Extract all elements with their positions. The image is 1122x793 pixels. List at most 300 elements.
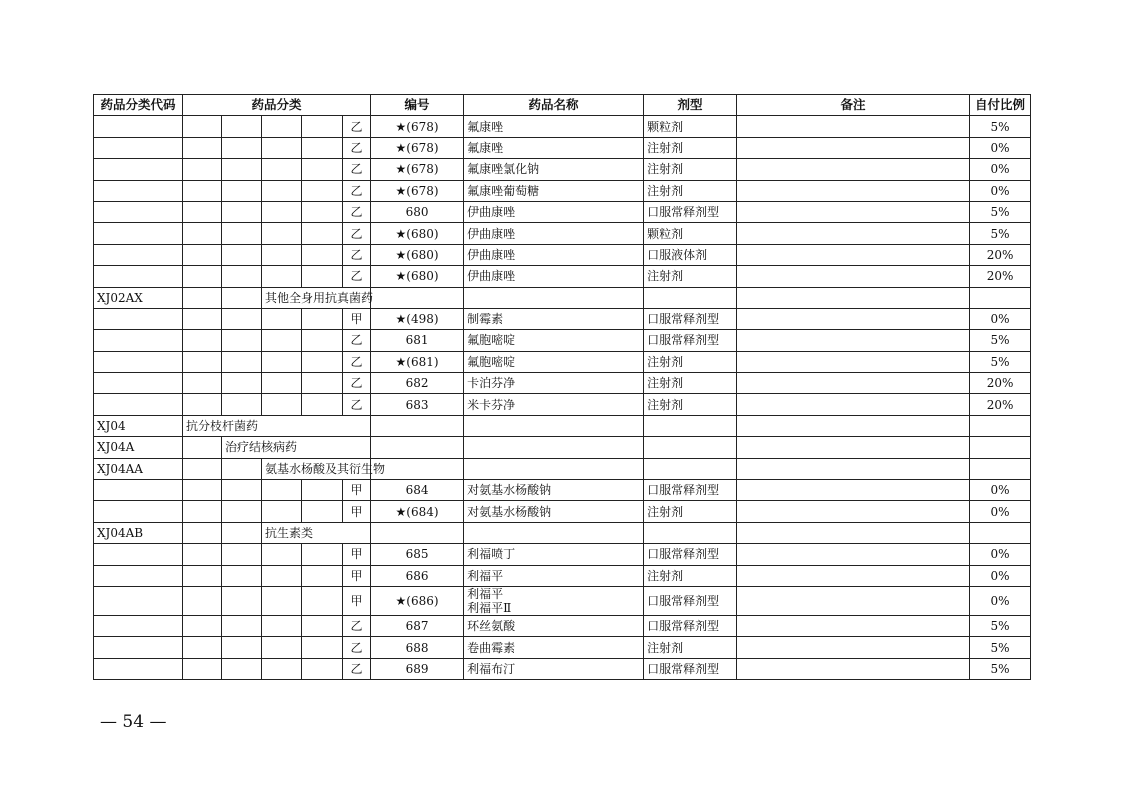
drug-name: 伊曲康唑 xyxy=(464,244,644,265)
remarks-cell xyxy=(737,266,970,287)
drug-form: 颗粒剂 xyxy=(644,116,737,137)
drug-name: 利福平 xyxy=(467,586,504,601)
drug-name: 伊曲康唑 xyxy=(464,266,644,287)
empty-class-cell xyxy=(262,637,302,658)
empty-class-cell xyxy=(222,244,262,265)
remarks-cell xyxy=(737,287,970,308)
drug-name: 利福平 xyxy=(464,565,644,586)
empty-class-cell xyxy=(302,480,343,501)
header-ratio: 自付比例 xyxy=(970,95,1031,116)
empty-form-cell xyxy=(644,415,737,436)
drug-form: 口服常释剂型 xyxy=(644,544,737,565)
table-body xyxy=(94,116,1031,680)
drug-form: 注射剂 xyxy=(644,137,737,158)
remarks-cell xyxy=(737,658,970,679)
empty-class-cell xyxy=(262,308,302,329)
drug-number: ★(680) xyxy=(371,223,464,244)
empty-class-cell xyxy=(183,394,222,415)
empty-name-cell xyxy=(464,287,644,308)
header-remarks: 备注 xyxy=(737,95,970,116)
empty-class-cell xyxy=(302,116,343,137)
drug-form: 注射剂 xyxy=(644,351,737,372)
drug-form: 颗粒剂 xyxy=(644,223,737,244)
empty-class-cell xyxy=(302,615,343,636)
empty-class-cell xyxy=(262,373,302,394)
empty-class-cell xyxy=(302,201,343,222)
empty-code-cell xyxy=(94,201,183,222)
class-code: XJ04A xyxy=(94,437,183,458)
drug-grade: 乙 xyxy=(343,330,371,351)
drug-form: 口服常释剂型 xyxy=(644,308,737,329)
empty-class-cell xyxy=(262,351,302,372)
empty-class-cell xyxy=(222,373,262,394)
remarks-cell xyxy=(737,544,970,565)
empty-class-cell xyxy=(222,394,262,415)
header-number: 编号 xyxy=(371,95,464,116)
empty-class-cell xyxy=(222,330,262,351)
drug-grade: 乙 xyxy=(343,137,371,158)
empty-class-cell xyxy=(222,159,262,180)
empty-cell xyxy=(222,522,262,543)
drug-grade: 乙 xyxy=(343,351,371,372)
drug-row xyxy=(94,223,1031,244)
drug-row xyxy=(94,351,1031,372)
drug-form: 注射剂 xyxy=(644,266,737,287)
drug-name: 氟康唑葡萄糖 xyxy=(464,180,644,201)
drug-form: 口服常释剂型 xyxy=(644,658,737,679)
empty-class-cell xyxy=(302,565,343,586)
empty-code-cell xyxy=(94,501,183,522)
empty-form-cell xyxy=(644,287,737,308)
drug-grade: 乙 xyxy=(343,116,371,137)
drug-row xyxy=(94,330,1031,351)
class-code: XJ04 xyxy=(94,415,183,436)
classification-row xyxy=(94,415,1031,436)
empty-code-cell xyxy=(94,615,183,636)
drug-row xyxy=(94,180,1031,201)
empty-class-cell xyxy=(222,308,262,329)
drug-ratio: 0% xyxy=(970,180,1031,201)
drug-ratio: 20% xyxy=(970,373,1031,394)
drug-grade: 乙 xyxy=(343,180,371,201)
drug-form: 注射剂 xyxy=(644,501,737,522)
class-code: XJ04AA xyxy=(94,458,183,479)
empty-code-cell xyxy=(94,586,183,615)
drug-row xyxy=(94,373,1031,394)
drug-number: 682 xyxy=(371,373,464,394)
empty-class-cell xyxy=(222,615,262,636)
drug-grade: 乙 xyxy=(343,201,371,222)
drug-ratio: 0% xyxy=(970,565,1031,586)
header-name: 药品名称 xyxy=(464,95,644,116)
empty-code-cell xyxy=(94,480,183,501)
drug-ratio: 0% xyxy=(970,586,1031,615)
drug-form: 注射剂 xyxy=(644,637,737,658)
drug-name-cell xyxy=(464,586,644,615)
drug-row xyxy=(94,565,1031,586)
drug-form: 注射剂 xyxy=(644,159,737,180)
header-form: 剂型 xyxy=(644,95,737,116)
empty-name-cell xyxy=(464,437,644,458)
remarks-cell xyxy=(737,201,970,222)
drug-ratio: 0% xyxy=(970,501,1031,522)
empty-cell xyxy=(183,458,222,479)
class-label: 其他全身用抗真菌药 xyxy=(262,287,371,308)
remarks-cell xyxy=(737,244,970,265)
drug-ratio: 0% xyxy=(970,544,1031,565)
drug-grade: 乙 xyxy=(343,615,371,636)
empty-class-cell xyxy=(222,480,262,501)
drug-number: 681 xyxy=(371,330,464,351)
drug-name: 环丝氨酸 xyxy=(464,615,644,636)
drug-form: 注射剂 xyxy=(644,373,737,394)
drug-number: 687 xyxy=(371,615,464,636)
empty-class-cell xyxy=(302,637,343,658)
empty-class-cell xyxy=(262,615,302,636)
empty-cell xyxy=(183,437,222,458)
empty-ratio-cell xyxy=(970,522,1031,543)
class-label: 治疗结核病药 xyxy=(222,437,371,458)
drug-form: 注射剂 xyxy=(644,394,737,415)
empty-class-cell xyxy=(302,180,343,201)
remarks-cell xyxy=(737,458,970,479)
classification-row xyxy=(94,458,1031,479)
empty-code-cell xyxy=(94,223,183,244)
empty-class-cell xyxy=(262,480,302,501)
drug-number: ★(686) xyxy=(371,586,464,615)
empty-form-cell xyxy=(644,437,737,458)
empty-class-cell xyxy=(302,223,343,244)
empty-cell xyxy=(183,522,222,543)
drug-grade: 乙 xyxy=(343,637,371,658)
drug-grade: 甲 xyxy=(343,586,371,615)
remarks-cell xyxy=(737,586,970,615)
empty-class-cell xyxy=(262,544,302,565)
empty-class-cell xyxy=(302,351,343,372)
empty-class-cell xyxy=(302,544,343,565)
remarks-cell xyxy=(737,330,970,351)
empty-class-cell xyxy=(183,201,222,222)
empty-class-cell xyxy=(262,565,302,586)
drug-name: 氟康唑 xyxy=(464,137,644,158)
empty-class-cell xyxy=(302,244,343,265)
drug-form: 口服常释剂型 xyxy=(644,586,737,615)
remarks-cell xyxy=(737,180,970,201)
empty-code-cell xyxy=(94,351,183,372)
empty-class-cell xyxy=(262,266,302,287)
empty-code-cell xyxy=(94,565,183,586)
drug-form: 注射剂 xyxy=(644,565,737,586)
empty-class-cell xyxy=(262,244,302,265)
drug-catalog-table xyxy=(93,94,1031,680)
remarks-cell xyxy=(737,373,970,394)
drug-name: 对氨基水杨酸钠 xyxy=(464,480,644,501)
drug-number: 684 xyxy=(371,480,464,501)
empty-code-cell xyxy=(94,116,183,137)
drug-grade: 甲 xyxy=(343,501,371,522)
empty-cell xyxy=(222,287,262,308)
empty-ratio-cell xyxy=(970,458,1031,479)
drug-number: ★(680) xyxy=(371,266,464,287)
drug-row xyxy=(94,244,1031,265)
drug-row xyxy=(94,394,1031,415)
empty-number-cell xyxy=(371,415,464,436)
empty-class-cell xyxy=(183,266,222,287)
empty-class-cell xyxy=(222,137,262,158)
drug-ratio: 0% xyxy=(970,159,1031,180)
drug-name: 制霉素 xyxy=(464,308,644,329)
empty-class-cell xyxy=(262,201,302,222)
empty-class-cell xyxy=(222,351,262,372)
empty-class-cell xyxy=(222,565,262,586)
empty-number-cell xyxy=(371,522,464,543)
empty-class-cell xyxy=(262,658,302,679)
empty-code-cell xyxy=(94,180,183,201)
drug-ratio: 0% xyxy=(970,308,1031,329)
empty-class-cell xyxy=(183,586,222,615)
empty-class-cell xyxy=(222,501,262,522)
drug-row xyxy=(94,480,1031,501)
remarks-cell xyxy=(737,415,970,436)
drug-form: 口服常释剂型 xyxy=(644,615,737,636)
drug-grade: 乙 xyxy=(343,244,371,265)
empty-class-cell xyxy=(302,308,343,329)
empty-code-cell xyxy=(94,137,183,158)
drug-name: 氟康唑氯化钠 xyxy=(464,159,644,180)
remarks-cell xyxy=(737,565,970,586)
drug-row xyxy=(94,308,1031,329)
empty-number-cell xyxy=(371,287,464,308)
empty-class-cell xyxy=(302,394,343,415)
empty-code-cell xyxy=(94,658,183,679)
drug-name: 利福布汀 xyxy=(464,658,644,679)
drug-number: ★(678) xyxy=(371,180,464,201)
classification-row xyxy=(94,287,1031,308)
remarks-cell xyxy=(737,137,970,158)
empty-class-cell xyxy=(222,223,262,244)
drug-row xyxy=(94,637,1031,658)
drug-name: 卷曲霉素 xyxy=(464,637,644,658)
empty-class-cell xyxy=(262,501,302,522)
empty-class-cell xyxy=(183,244,222,265)
empty-class-cell xyxy=(302,373,343,394)
drug-name: 氟胞嘧啶 xyxy=(464,351,644,372)
drug-number: ★(680) xyxy=(371,244,464,265)
drug-form: 口服液体剂 xyxy=(644,244,737,265)
remarks-cell xyxy=(737,394,970,415)
header-classification: 药品分类 xyxy=(183,95,371,116)
drug-name: 利福喷丁 xyxy=(464,544,644,565)
empty-class-cell xyxy=(183,565,222,586)
empty-class-cell xyxy=(262,116,302,137)
drug-name: 对氨基水杨酸钠 xyxy=(464,501,644,522)
empty-ratio-cell xyxy=(970,415,1031,436)
empty-class-cell xyxy=(183,116,222,137)
empty-class-cell xyxy=(222,201,262,222)
drug-grade: 乙 xyxy=(343,658,371,679)
drug-ratio: 20% xyxy=(970,244,1031,265)
empty-class-cell xyxy=(183,223,222,244)
class-label: 抗生素类 xyxy=(262,522,371,543)
drug-ratio: 5% xyxy=(970,615,1031,636)
drug-number: 680 xyxy=(371,201,464,222)
empty-name-cell xyxy=(464,458,644,479)
drug-number: 686 xyxy=(371,565,464,586)
classification-row xyxy=(94,437,1031,458)
empty-class-cell xyxy=(183,373,222,394)
empty-number-cell xyxy=(371,437,464,458)
drug-form: 注射剂 xyxy=(644,180,737,201)
drug-row xyxy=(94,137,1031,158)
empty-class-cell xyxy=(262,180,302,201)
empty-class-cell xyxy=(302,266,343,287)
remarks-cell xyxy=(737,615,970,636)
empty-class-cell xyxy=(262,223,302,244)
drug-row xyxy=(94,501,1031,522)
drug-grade: 甲 xyxy=(343,308,371,329)
empty-code-cell xyxy=(94,373,183,394)
drug-form: 口服常释剂型 xyxy=(644,201,737,222)
empty-class-cell xyxy=(222,544,262,565)
empty-class-cell xyxy=(183,658,222,679)
empty-class-cell xyxy=(262,137,302,158)
empty-code-cell xyxy=(94,266,183,287)
remarks-cell xyxy=(737,116,970,137)
drug-row xyxy=(94,544,1031,565)
drug-name: 伊曲康唑 xyxy=(464,223,644,244)
drug-name: 氟康唑 xyxy=(464,116,644,137)
drug-grade: 甲 xyxy=(343,480,371,501)
drug-row xyxy=(94,658,1031,679)
empty-class-cell xyxy=(183,501,222,522)
empty-cell xyxy=(222,458,262,479)
drug-number: ★(498) xyxy=(371,308,464,329)
empty-code-cell xyxy=(94,308,183,329)
drug-form: 口服常释剂型 xyxy=(644,330,737,351)
class-label: 抗分枝杆菌药 xyxy=(183,415,371,436)
remarks-cell xyxy=(737,159,970,180)
empty-class-cell xyxy=(183,180,222,201)
drug-number: ★(678) xyxy=(371,137,464,158)
remarks-cell xyxy=(737,351,970,372)
empty-code-cell xyxy=(94,394,183,415)
empty-class-cell xyxy=(222,658,262,679)
empty-class-cell xyxy=(222,586,262,615)
empty-form-cell xyxy=(644,458,737,479)
empty-name-cell xyxy=(464,522,644,543)
drug-number: ★(681) xyxy=(371,351,464,372)
drug-name-alt: 利福平Ⅱ xyxy=(467,600,512,615)
empty-class-cell xyxy=(222,266,262,287)
class-label: 氨基水杨酸及其衍生物 xyxy=(262,458,371,479)
empty-class-cell xyxy=(183,351,222,372)
drug-grade: 乙 xyxy=(343,373,371,394)
empty-class-cell xyxy=(302,159,343,180)
empty-form-cell xyxy=(644,522,737,543)
empty-code-cell xyxy=(94,544,183,565)
drug-row xyxy=(94,116,1031,137)
empty-class-cell xyxy=(302,137,343,158)
remarks-cell xyxy=(737,480,970,501)
page-number: — 54 — xyxy=(100,712,167,732)
empty-ratio-cell xyxy=(970,287,1031,308)
drug-number: 688 xyxy=(371,637,464,658)
drug-ratio: 0% xyxy=(970,137,1031,158)
drug-ratio: 5% xyxy=(970,223,1031,244)
table-header-row xyxy=(94,95,1031,116)
empty-class-cell xyxy=(183,330,222,351)
drug-row xyxy=(94,615,1031,636)
empty-class-cell xyxy=(183,480,222,501)
empty-code-cell xyxy=(94,637,183,658)
remarks-cell xyxy=(737,501,970,522)
drug-grade: 乙 xyxy=(343,394,371,415)
drug-name: 卡泊芬净 xyxy=(464,373,644,394)
empty-code-cell xyxy=(94,159,183,180)
empty-class-cell xyxy=(183,308,222,329)
drug-name: 伊曲康唑 xyxy=(464,201,644,222)
empty-class-cell xyxy=(262,586,302,615)
drug-form: 口服常释剂型 xyxy=(644,480,737,501)
drug-number: ★(684) xyxy=(371,501,464,522)
empty-name-cell xyxy=(464,415,644,436)
empty-code-cell xyxy=(94,244,183,265)
drug-number: 689 xyxy=(371,658,464,679)
class-code: XJ04AB xyxy=(94,522,183,543)
drug-ratio: 5% xyxy=(970,201,1031,222)
drug-row xyxy=(94,586,1031,615)
drug-grade: 乙 xyxy=(343,266,371,287)
class-code: XJ02AX xyxy=(94,287,183,308)
drug-name: 氟胞嘧啶 xyxy=(464,330,644,351)
empty-class-cell xyxy=(302,658,343,679)
classification-row xyxy=(94,522,1031,543)
drug-row xyxy=(94,159,1031,180)
empty-class-cell xyxy=(262,394,302,415)
empty-code-cell xyxy=(94,330,183,351)
drug-row xyxy=(94,266,1031,287)
drug-number: ★(678) xyxy=(371,159,464,180)
drug-ratio: 5% xyxy=(970,116,1031,137)
drug-number: 685 xyxy=(371,544,464,565)
drug-name: 米卡芬净 xyxy=(464,394,644,415)
empty-class-cell xyxy=(222,116,262,137)
empty-cell xyxy=(183,287,222,308)
empty-class-cell xyxy=(183,544,222,565)
drug-ratio: 20% xyxy=(970,394,1031,415)
remarks-cell xyxy=(737,637,970,658)
drug-ratio: 5% xyxy=(970,658,1031,679)
empty-class-cell xyxy=(183,615,222,636)
empty-class-cell xyxy=(183,137,222,158)
empty-class-cell xyxy=(302,586,343,615)
drug-grade: 甲 xyxy=(343,565,371,586)
drug-grade: 乙 xyxy=(343,159,371,180)
remarks-cell xyxy=(737,223,970,244)
empty-ratio-cell xyxy=(970,437,1031,458)
remarks-cell xyxy=(737,437,970,458)
drug-ratio: 0% xyxy=(970,480,1031,501)
drug-ratio: 5% xyxy=(970,351,1031,372)
header-code: 药品分类代码 xyxy=(94,95,183,116)
drug-ratio: 5% xyxy=(970,637,1031,658)
empty-class-cell xyxy=(222,637,262,658)
drug-number: 683 xyxy=(371,394,464,415)
empty-class-cell xyxy=(302,501,343,522)
drug-grade: 乙 xyxy=(343,223,371,244)
empty-class-cell xyxy=(183,637,222,658)
remarks-cell xyxy=(737,522,970,543)
